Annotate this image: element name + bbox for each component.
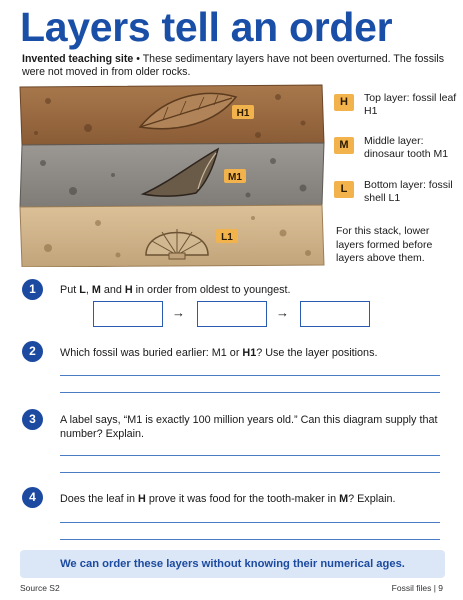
question-2-number: 2 bbox=[22, 341, 43, 362]
badge-m: M bbox=[334, 137, 354, 154]
legend-bottom-text: Bottom layer: fossil shell L1 bbox=[364, 179, 453, 204]
question-1-number: 1 bbox=[22, 279, 43, 300]
summary-banner: We can order these layers without knowing their numerical ages. bbox=[20, 550, 445, 578]
legend-middle-text: Middle layer: dinosaur tooth M1 bbox=[364, 135, 449, 160]
page-title: Layers tell an order bbox=[20, 4, 393, 50]
label-m1: M1 bbox=[228, 172, 242, 183]
question-4-text: Does the leaf in H prove it was food for the tooth-maker in M? Explain. bbox=[60, 493, 396, 505]
label-l1: L1 bbox=[221, 232, 233, 243]
answer-line[interactable] bbox=[60, 392, 440, 393]
order-box-2[interactable] bbox=[197, 301, 267, 327]
answer-line[interactable] bbox=[60, 539, 440, 540]
question-2-text: Which fossil was buried earlier: M1 or H1? Use the layer positions. bbox=[60, 347, 378, 359]
legend-note: For this stack, lower layers formed before layers above them. bbox=[336, 225, 433, 264]
intro-text bbox=[22, 53, 447, 79]
answer-line[interactable] bbox=[60, 522, 440, 523]
answer-line[interactable] bbox=[60, 455, 440, 456]
question-4-number: 4 bbox=[22, 487, 43, 508]
intro-body: These sedimentary layers have not been overturned. The fossils were not moved in from older rocks. bbox=[22, 53, 445, 78]
rock-strata-illustration bbox=[18, 83, 326, 267]
middle-layer bbox=[20, 143, 324, 207]
footer-source: Source S2 bbox=[20, 583, 60, 593]
answer-line[interactable] bbox=[60, 472, 440, 473]
answer-line[interactable] bbox=[60, 375, 440, 376]
badge-h: H bbox=[334, 94, 354, 111]
question-3-text: A label says, “M1 is exactly 100 million years old.” Can this diagram supply that number? Explain. bbox=[60, 414, 438, 440]
label-h1: H1 bbox=[236, 108, 250, 119]
question-3-number: 3 bbox=[22, 409, 43, 430]
arrow-right-icon: → bbox=[276, 305, 289, 320]
badge-l: L bbox=[334, 181, 354, 198]
arrow-right-icon: → bbox=[172, 305, 185, 320]
legend-top-text: Top layer: fossil leaf H1 bbox=[364, 92, 457, 117]
order-box-3[interactable] bbox=[300, 301, 370, 327]
question-1-text: Put L, M and H in order from oldest to youngest. bbox=[60, 284, 291, 296]
order-box-1[interactable] bbox=[93, 301, 163, 327]
footer-page: Fossil files | 9 bbox=[391, 583, 443, 593]
intro-label: Invented teaching site bbox=[22, 53, 134, 65]
intro-bullet: • bbox=[136, 53, 140, 65]
